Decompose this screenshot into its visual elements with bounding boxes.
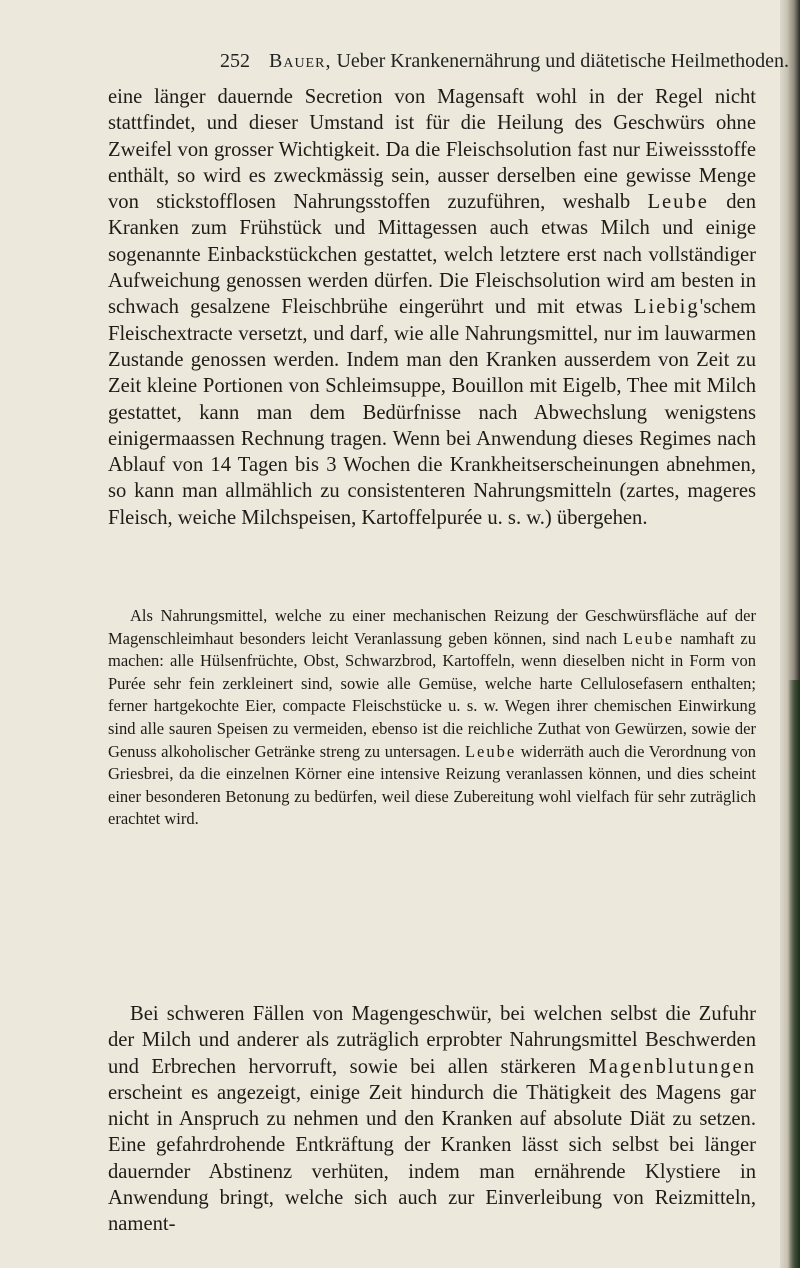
header-author: Bauer, [269,50,332,72]
paragraph-3 [108,1001,756,1238]
paragraph-1-text-b: den Kranken zum Frühstück und Mittagessen auch etwas Milch und einige sogenannte Einbackstückchen gestattet, welch letztere erst nach vollständiger Aufweichung genossen werden dürfen. Die Fleischsolution wird am besten in schwach gesalzene Fleischbrühe eingerührt und mit etwas [108,191,756,319]
paragraph-1-text-a: eine länger dauernde Secretion von Magensaft wohl in der Regel nicht stattfindet, und dieser Umstand ist für die Heilung des Geschwürs ohne Zweifel von grosser Wichtigkeit. Da die Fleischsolution fast nur Eiweissstoffe enthält, so wird es zweckmässig sein, ausser derselben eine gewisse Menge von stickstofflosen Nahrungsstoffen zuzuführen, weshalb [108,86,756,214]
paragraph-2-text-c: widerräth auch die Verordnung von Griesbrei, da die einzelnen Körner eine intensive Reizung veranlassen können, und dies scheint einer besonderen Betonung zu bedürfen, weil diese Zubereitung wohl vielfach für sehr zuträglich erachtet wird. [108,741,756,829]
name-leube: Leube [647,191,709,214]
name-liebig: Liebig [633,296,700,319]
paragraph-2-text-a: Als Nahrungsmittel, welche zu einer mechanischen Reizung der Geschwürsfläche auf der Magenschleimhaut besonders leicht Veranlassung geben können, sind nach [108,606,756,648]
paragraph-2-small-print [108,605,756,831]
emphasis-magenblutungen: Magenblutungen [588,1055,756,1078]
header-title: Ueber Krankenernährung und diätetische Heilmethoden. [336,50,790,72]
running-header [220,50,790,73]
page-number: 252 [220,50,250,72]
paragraph-2-text-b: namhaft zu machen: alle Hülsenfrüchte, Obst, Schwarzbrod, Kartoffeln, wenn dieselben nicht in Form von Purée sehr fein zerkleinert sind, sowie alle Gemüse, welche harte Cellulosefasern enthalten; ferner hartgekochte Eier, compacte Fleischstücke u. s. w. Wegen ihrer chemischen Einwirkung sind alle sauren Speisen zu vermeiden, ebenso ist die reichliche Zuthat von Gewürzen, sowie der Genuss alkoholischer Getränke streng zu untersagen. [108,628,757,761]
page-edge-shadow [788,680,800,1268]
paragraph-1 [108,84,756,531]
paragraph-3-text-a: Bei schweren Fällen von Magengeschwür, bei welchen selbst die Zufuhr der Milch und anderer als zuträglich erprobter Nahrungsmittel Beschwerden und Erbrechen hervorruft, sowie bei allen stärkeren [108,1003,756,1078]
name-leube: Leube [464,741,517,761]
paragraph-1-text-c: 'schem Fleischextracte versetzt, und darf, wie alle Nahrungsmittel, nur im lauwarmen Zustande genossen werden. Indem man den Kranken ausserdem von Zeit zu Zeit kleine Portionen von Schleimsuppe, Bouillon mit Eigelb, Thee mit Milch gestattet, kann man dem Bedürfnisse nach Abwechslung wenigstens einigermaassen Rechnung tragen. Wenn bei Anwendung dieses Regimes nach Ablauf von 14 Tagen bis 3 Wochen die Krankheitserscheinungen abnehmen, so kann man allmählich zu consistenteren Nahrungsmitteln (zartes, mageres Fleisch, weiche Milchspeisen, Kartoffelpurée u. s. w.) übergehen. [108,296,756,529]
paragraph-3-text-b: erscheint es angezeigt, einige Zeit hindurch die Thätigkeit des Magens gar nicht in Anspruch zu nehmen und den Kranken auf absolute Diät zu setzen. Eine gefahrdrohende Entkräftung der Kranken lässt sich selbst bei länger dauernder Abstinenz verhüten, indem man ernährende Klystiere in Anwendung bringt, welche sich auch zur Einverleibung von Reizmitteln, nament- [108,1081,756,1236]
name-leube: Leube [623,628,675,648]
